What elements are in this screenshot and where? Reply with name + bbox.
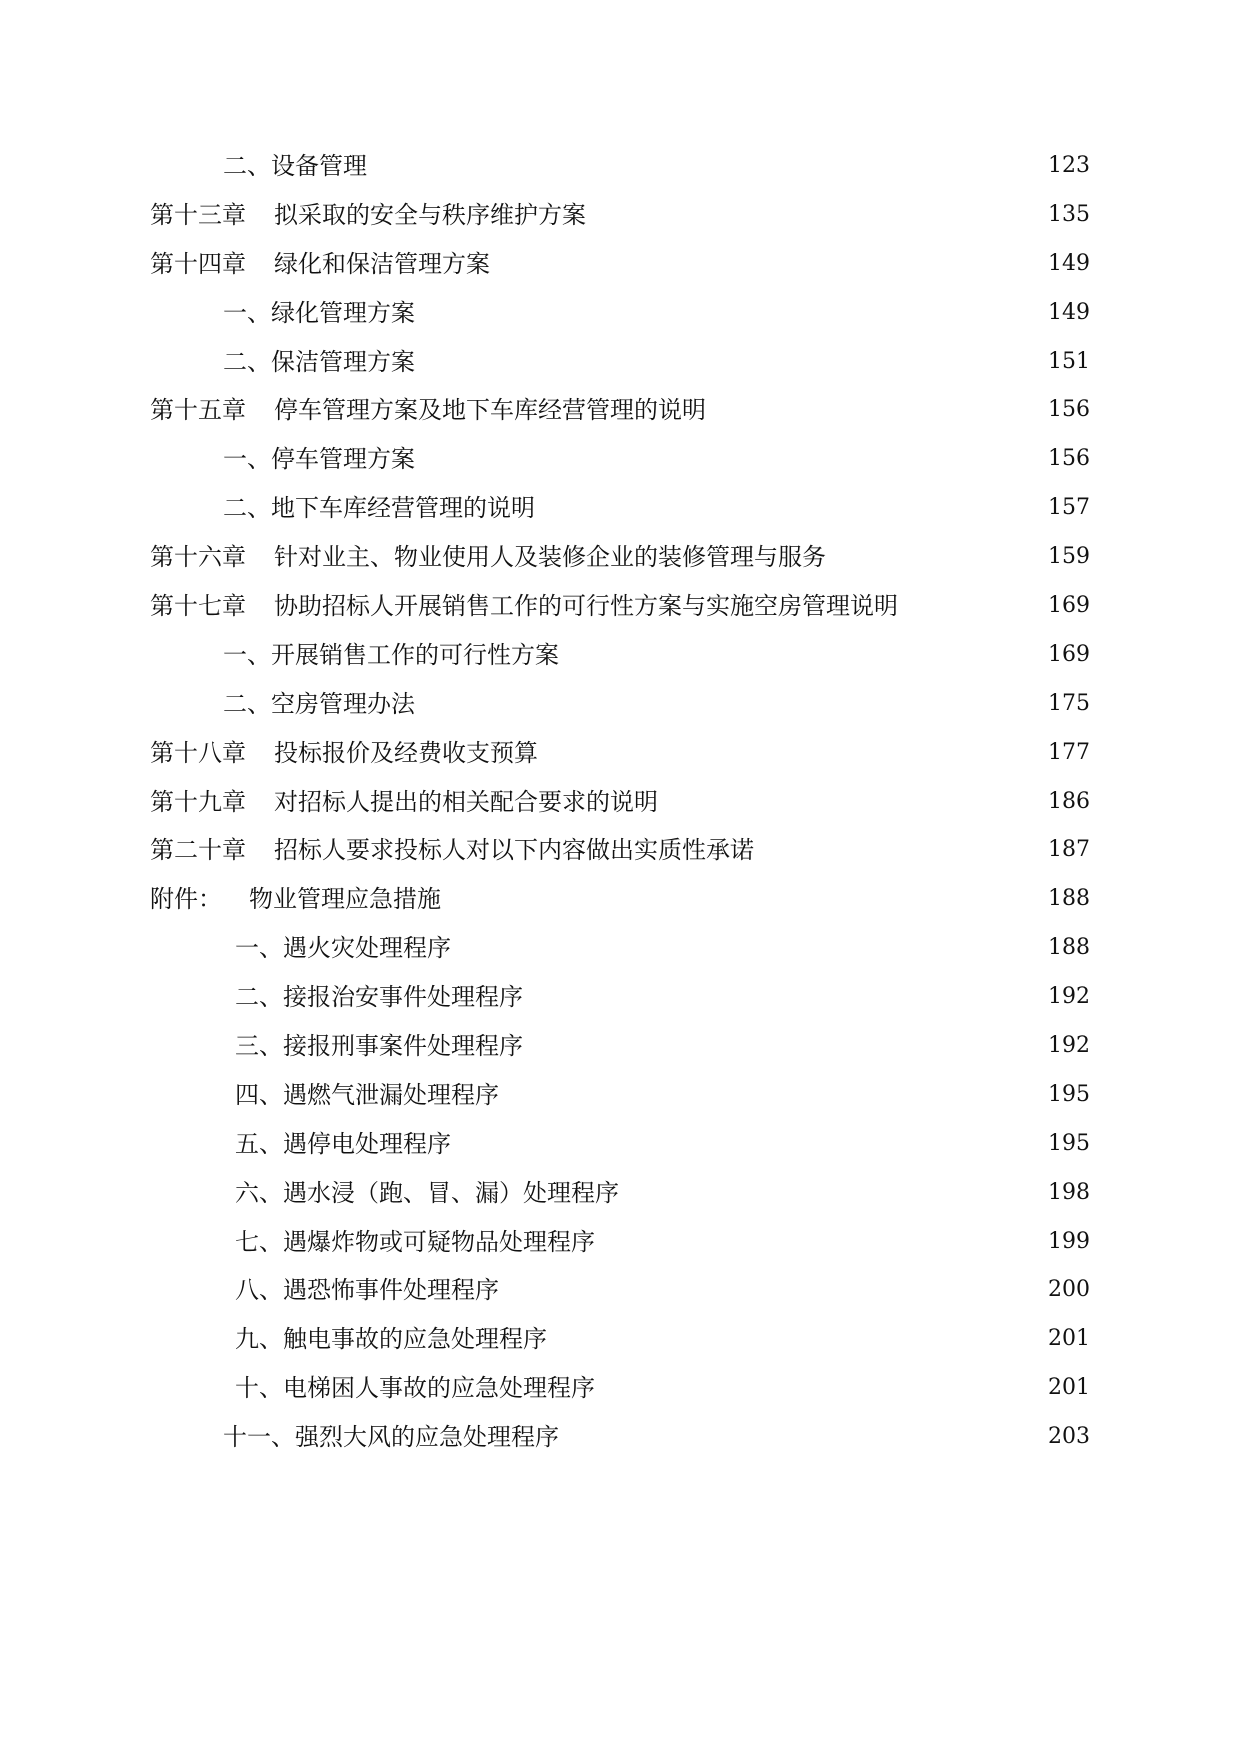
toc-entry — [150, 924, 1090, 973]
chapter-number: 第十六章 — [150, 543, 246, 572]
toc-page-number: 188 — [1048, 935, 1090, 961]
toc-entry — [150, 1413, 1090, 1462]
chapter-number: 第二十章 — [150, 836, 246, 865]
toc-entry-title — [235, 1364, 595, 1413]
toc-entry-title — [150, 826, 754, 875]
toc-entry-text: 七、遇爆炸物或可疑物品处理程序 — [235, 1227, 595, 1256]
toc-entry — [150, 1120, 1090, 1169]
toc-entry — [150, 435, 1090, 484]
toc-entry-text: 二、空房管理办法 — [223, 689, 415, 718]
toc-entry-title — [235, 1071, 499, 1120]
toc-entry — [150, 826, 1090, 875]
toc-entry-text: 五、遇停电处理程序 — [235, 1129, 451, 1158]
toc-page-number: 156 — [1048, 446, 1090, 472]
toc-entry-text: 六、遇水浸（跑、冒、漏）处理程序 — [235, 1178, 619, 1207]
toc-page-number: 192 — [1048, 984, 1090, 1010]
toc-entry-text: 物业管理应急措施 — [249, 885, 441, 914]
toc-entry-title — [150, 533, 826, 582]
toc-entry-title — [150, 582, 898, 631]
toc-page-number: 175 — [1048, 690, 1090, 716]
toc-entry-title — [223, 142, 367, 191]
toc-entry-text: 十、电梯困人事故的应急处理程序 — [235, 1374, 595, 1403]
toc-entry — [150, 1364, 1090, 1413]
toc-page-number: 186 — [1048, 788, 1090, 814]
toc-page-number: 135 — [1048, 201, 1090, 227]
toc-page-number: 198 — [1048, 1179, 1090, 1205]
toc-entry-text: 对招标人提出的相关配合要求的说明 — [274, 787, 658, 816]
toc-entry — [150, 973, 1090, 1022]
chapter-number: 第十四章 — [150, 249, 246, 278]
toc-entry-title — [223, 289, 415, 338]
toc-entry-title — [150, 191, 586, 240]
toc-entry-text: 针对业主、物业使用人及装修企业的装修管理与服务 — [274, 543, 826, 572]
toc-entry-title — [235, 1315, 547, 1364]
toc-entry — [150, 1218, 1090, 1267]
toc-page-number: 201 — [1048, 1375, 1090, 1401]
annex-label: 附件： — [150, 885, 222, 914]
toc-entry — [150, 680, 1090, 729]
toc-entry-title — [223, 631, 559, 680]
chapter-number: 第十七章 — [150, 592, 246, 621]
toc-entry-title — [150, 778, 658, 827]
toc-page-number: 177 — [1048, 739, 1090, 765]
toc-entry-text: 四、遇燃气泄漏处理程序 — [235, 1080, 499, 1109]
toc-entry-text: 拟采取的安全与秩序维护方案 — [274, 200, 586, 229]
toc-page-number: 195 — [1048, 1081, 1090, 1107]
toc-entry-title — [223, 435, 415, 484]
toc-entry-title — [235, 1169, 619, 1218]
toc-entry — [150, 729, 1090, 778]
toc-page-number: 156 — [1048, 397, 1090, 423]
toc-entry-title — [223, 338, 415, 387]
toc-entry-text: 协助招标人开展销售工作的可行性方案与实施空房管理说明 — [274, 592, 898, 621]
toc-entry-title — [223, 680, 415, 729]
toc-entry-text: 绿化和保洁管理方案 — [274, 249, 490, 278]
toc-entry — [150, 240, 1090, 289]
chapter-number: 第十五章 — [150, 396, 246, 425]
toc-entry-text: 八、遇恐怖事件处理程序 — [235, 1276, 499, 1305]
toc-entry-text: 二、地下车库经营管理的说明 — [223, 494, 535, 523]
toc-entry — [150, 1071, 1090, 1120]
toc-entry-title — [150, 875, 441, 924]
toc-entry-title — [150, 386, 706, 435]
toc-entry-title — [235, 1120, 451, 1169]
toc-page-number: 195 — [1048, 1130, 1090, 1156]
toc-page-number: 123 — [1048, 153, 1090, 178]
toc-page-number: 203 — [1048, 1424, 1090, 1450]
toc-entry — [150, 631, 1090, 680]
toc-page-number: 192 — [1048, 1033, 1090, 1059]
toc-entry — [150, 484, 1090, 533]
toc-entry-title — [150, 240, 490, 289]
toc-page-number: 169 — [1048, 641, 1090, 667]
toc-entry-text: 招标人要求投标人对以下内容做出实质性承诺 — [274, 836, 754, 865]
toc-entry — [150, 1169, 1090, 1218]
toc-entry-text: 停车管理方案及地下车库经营管理的说明 — [274, 396, 706, 425]
toc-entry — [150, 142, 1090, 191]
table-of-contents — [150, 142, 1090, 1462]
chapter-number: 第十八章 — [150, 738, 246, 767]
toc-entry — [150, 778, 1090, 827]
toc-entry-text: 十一、强烈大风的应急处理程序 — [223, 1423, 559, 1452]
toc-page-number: 151 — [1048, 348, 1090, 374]
toc-entry-text: 一、停车管理方案 — [223, 445, 415, 474]
toc-entry — [150, 582, 1090, 631]
toc-entry — [150, 191, 1090, 240]
chapter-number: 第十三章 — [150, 200, 246, 229]
toc-entry-title — [235, 1022, 523, 1071]
toc-entry-title — [235, 924, 451, 973]
toc-entry-text: 二、接报治安事件处理程序 — [235, 983, 523, 1012]
chapter-number: 第十九章 — [150, 787, 246, 816]
toc-entry-text: 二、设备管理 — [223, 152, 367, 180]
toc-page-number: 169 — [1048, 593, 1090, 619]
toc-page-number: 200 — [1048, 1277, 1090, 1303]
toc-entry — [150, 875, 1090, 924]
toc-entry-title — [235, 1266, 499, 1315]
toc-entry-text: 二、保洁管理方案 — [223, 347, 415, 376]
toc-entry — [150, 533, 1090, 582]
toc-page-number: 187 — [1048, 837, 1090, 863]
toc-entry-text: 一、遇火灾处理程序 — [235, 934, 451, 963]
toc-entry — [150, 1022, 1090, 1071]
toc-page-number: 188 — [1048, 886, 1090, 912]
toc-entry — [150, 338, 1090, 387]
toc-page-number: 199 — [1048, 1228, 1090, 1254]
toc-entry-title — [235, 973, 523, 1022]
toc-page-number: 159 — [1048, 544, 1090, 570]
toc-entry-text: 一、开展销售工作的可行性方案 — [223, 640, 559, 669]
toc-page-number: 157 — [1048, 495, 1090, 521]
toc-page-number: 201 — [1048, 1326, 1090, 1352]
toc-page-number: 149 — [1048, 250, 1090, 276]
toc-entry-text: 九、触电事故的应急处理程序 — [235, 1325, 547, 1354]
toc-entry-title — [223, 484, 535, 533]
toc-entry — [150, 1315, 1090, 1364]
toc-entry-title — [235, 1218, 595, 1267]
toc-entry — [150, 386, 1090, 435]
toc-entry — [150, 1266, 1090, 1315]
toc-entry-title — [223, 1413, 559, 1462]
toc-entry — [150, 289, 1090, 338]
toc-entry-title — [150, 729, 538, 778]
toc-entry-text: 投标报价及经费收支预算 — [274, 738, 538, 767]
toc-page-number: 149 — [1048, 299, 1090, 325]
toc-entry-text: 一、绿化管理方案 — [223, 298, 415, 327]
toc-entry-text: 三、接报刑事案件处理程序 — [235, 1032, 523, 1061]
